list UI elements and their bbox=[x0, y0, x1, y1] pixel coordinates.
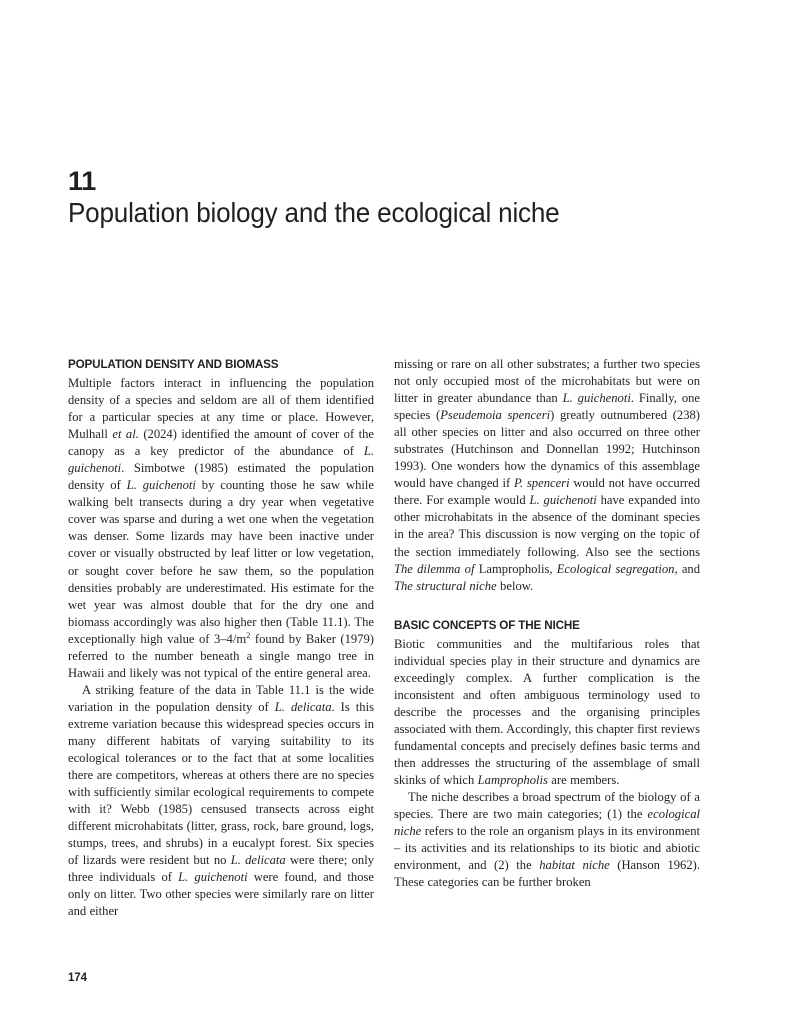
section-heading-population-density-and-biomass: POPULATION DENSITY AND BIOMASS bbox=[68, 357, 279, 371]
paragraph-density-variation: A striking feature of the data in Table 11.1 is the wide variation in the population density of L. delicata. Is this extreme variation because this widespread species occurs in many different habitats of varying suitability to its ecological tolerances or to the fact that at some localities there are competitors, whereas at others there are no species with sufficiently similar ecological requirements to compete with it? Webb (1985) censused transects across eight different microhabitats (litter, grass, rock, bare ground, logs, stumps, trees, and shrubs) in a eucalypt forest. Six species of lizards were resident but no L. delicata were there; only three individuals of L. guichenoti were found, and those only on litter. Two other species were similarly rare on litter and either bbox=[68, 682, 375, 919]
paragraph-niche-definition: The niche describes a broad spectrum of the biology of a species. There are two main categories; (1) the ecological niche refers to the role an organism plays in its environment – its activities and its relationships to its biotic and abiotic environment, and (2) the habitat niche (Hanson 1962). These categories can be further broken bbox=[394, 790, 700, 890]
paragraph-biotic-communities: Biotic communities and the multifarious roles that individual species play in their structure and dynamics are exceedingly complex. A further complication is the inconsistent and often ambiguous terminology used to describe the processes and the organising principles associated with them. Accordingly, this chapter first reviews fundamental concepts and precisely defines basic terms and then addresses the structuring of the assemblage of small skinks of which Lampropholis are members. bbox=[394, 636, 700, 788]
paragraph-population-density: Multiple factors interact in influencing the population density of a species and seldom are all of them identified for a particular species at any time or place. However, Mulhall et al. (2024) identified the amount of cover of the canopy as a key predictor of the abundance of L. guichenoti. Simbotwe (1985) estimated the population density of L. guichenoti by counting those he saw while walking belt transects during a dry year when vegetative cover was sparse and during a wet one when the vegetation was denser. Some lizards may have been inactive under cover or visually obstructed by leaf litter or low vegetation, or sought cover before he saw them, so the population densities probably are underestimated. His estimate for the wet year was almost double that for the dry one and biomass accordingly was also higher then (Table 11.1). The exceptionally high value of $3-4/m^2$ found by Baker (1979) referred to the number beneath a single mango tree in Hawaii and likely was not typical of the entire general area. bbox=[68, 376, 374, 680]
paragraph-microhabitat-continuation: missing or rare on all other substrates; a further two species not only occupied most of the microhabitats but were on litter in greater abundance than L. guichenoti. Finally, one species (Pseudemoia spenceri) greatly outnumbered (238) all other species on litter and also occurred on three other substrates (Hutchinson and Donnellan 1992; Hutchinson 1993). One wonders how the dynamics of this assemblage would have changed if P. spenceri would not have occurred there. For example would L. guichenoti have expanded into other microhabitats in the absence of the dominant species in the area? This discussion is now verging on the topic of the section immediately following. Also see the sections The dilemma of Lampropholis, Ecological segregation, and The structural niche below. bbox=[394, 357, 701, 593]
right-column bbox=[394, 356, 700, 891]
chapter-title: Population biology and the ecological niche bbox=[68, 197, 560, 228]
chapter-opener bbox=[68, 166, 708, 230]
body-columns bbox=[68, 356, 700, 956]
section-heading-basic-concepts-of-the-niche: BASIC CONCEPTS OF THE NICHE bbox=[394, 617, 580, 632]
page-number: 174 bbox=[68, 972, 87, 984]
left-column bbox=[68, 356, 374, 921]
chapter-number: 11 bbox=[68, 166, 96, 196]
